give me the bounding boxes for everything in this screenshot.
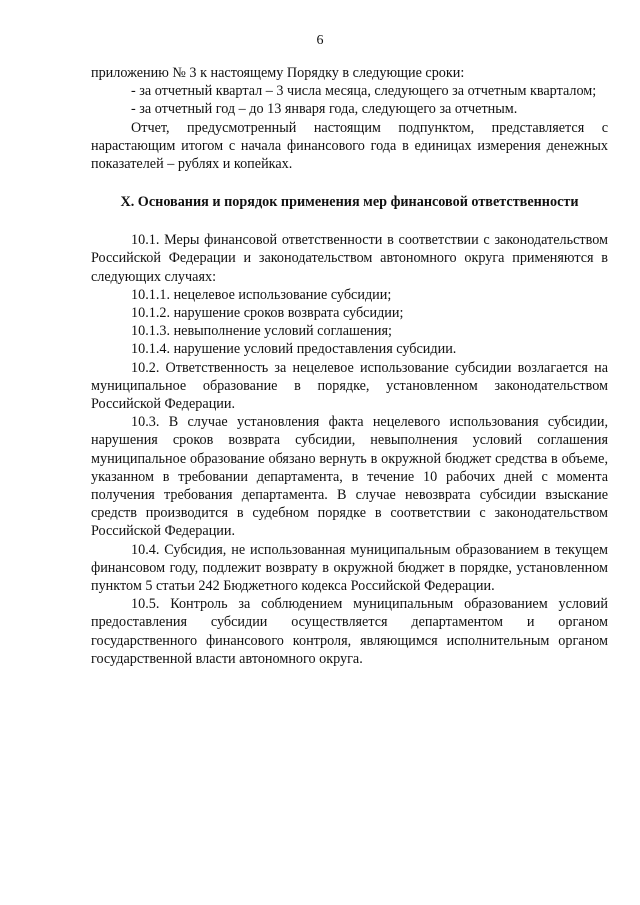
paragraph-10-2: 10.2. Ответственность за нецелевое использование субсидии возлагается на муниципальное образование в порядке, установленном законодательством Российской Федерации. xyxy=(91,359,608,413)
section-heading: X. Основания и порядок применения мер финансовой ответственности xyxy=(120,194,579,211)
intro-item-year: - за отчетный год – до 13 января года, следующего за отчетным. xyxy=(131,101,518,118)
list-item-10-1-1: 10.1.1. нецелевое использование субсидии; xyxy=(131,286,392,303)
list-item-10-1-4: 10.1.4. нарушение условий предоставления субсидии. xyxy=(131,341,457,358)
intro-item-quarter: - за отчетный квартал – 3 числа месяца, следующего за отчетным кварталом; xyxy=(131,83,597,100)
paragraph-10-3: 10.3. В случае установления факта нецелевого использования субсидии, нарушения сроков возврата субсидии, невыполнения условий соглашения муниципальное образование обязано вернуть в окружной бюджет средства в объеме, указанном в требовании департамента, в течение 10 рабочих дней с момента получения требования департамента. В случае невозврата субсидии взыскание средств производится в судебном порядке в соответствии с законодательством Российской Федерации. xyxy=(91,414,608,540)
page-number: 6 xyxy=(316,33,324,48)
document-body xyxy=(91,64,608,668)
paragraph-10-5: 10.5. Контроль за соблюдением муниципальным образованием условий предоставления субсидии осуществляется департаментом и органом государственного финансового контроля, являющимся исполнительным органом государственной власти автономного округа. xyxy=(91,596,608,667)
paragraph-10-1: 10.1. Меры финансовой ответственности в соответствии с законодательством Российской Федерации и законодательством автономного округа применяются в следующих случаях: xyxy=(91,232,608,285)
list-item-10-1-2: 10.1.2. нарушение сроков возврата субсидии; xyxy=(131,305,404,322)
list-item-10-1-3: 10.1.3. невыполнение условий соглашения; xyxy=(131,323,392,340)
paragraph-10-4: 10.4. Субсидия, не использованная муниципальным образованием в текущем финансовом году, подлежит возврату в окружной бюджет в порядке, установленном пунктом 5 статьи 242 Бюджетного кодекса Российской Федерации. xyxy=(91,541,608,595)
intro-line: приложению № 3 к настоящему Порядку в следующие сроки: xyxy=(91,65,465,81)
report-note-paragraph: Отчет, предусмотренный настоящим подпунктом, представляется с нарастающим итогом с начала финансового года в единицах измерения денежных показателей – рублях и копейках. xyxy=(91,119,608,173)
